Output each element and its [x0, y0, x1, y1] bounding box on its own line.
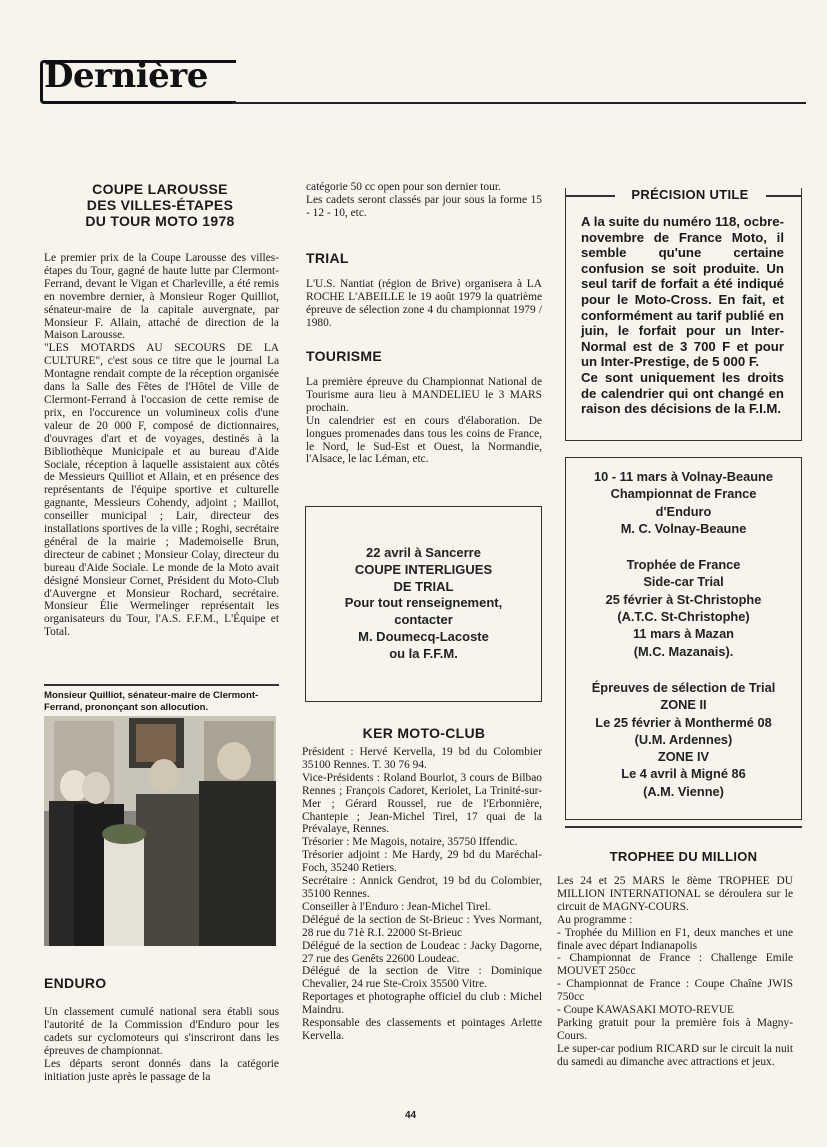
- coupe-body: [44, 252, 279, 639]
- paragraph: Délégué de la section de Loudeac : Jacky Dagorne, 27 rue des Genêts 22600 Loudeac.: [302, 939, 542, 965]
- paragraph: Délégué de la section de St-Brieuc : Yves Normant, 28 rue du 71è R.I. 22000 St-Brieuc: [302, 913, 542, 939]
- coupe-title: [60, 181, 260, 229]
- box-line: DE TRIAL: [393, 578, 454, 594]
- ker-body: [302, 746, 542, 1043]
- box-line: (A.M. Vienne): [643, 783, 724, 799]
- ceremony-photo: [44, 716, 276, 946]
- box-line: d'Enduro: [655, 503, 712, 519]
- box-line: contacter: [394, 612, 453, 628]
- events-box: [565, 457, 802, 820]
- paragraph: Au programme :: [557, 913, 633, 926]
- coupe-title-line: COUPE LAROUSSE: [92, 181, 228, 197]
- tourisme-body: [306, 376, 542, 466]
- events-block-1: [566, 468, 801, 537]
- enduro-body: [44, 1006, 279, 1083]
- box-line: COUPE INTERLIGUES: [354, 561, 493, 577]
- coupe-title-line: DU TOUR MOTO 1978: [85, 213, 235, 229]
- paragraph: Un calendrier est en cours d'élaboration. De longues promenades dans tous les coins de France, le Nord, le Sud-Est et Ouest, la Normandie, l'Alsace, le lac Léman, etc.: [306, 414, 542, 466]
- box-line: 10 - 11 mars à Volnay-Beaune: [593, 469, 773, 484]
- paragraph: Président : Hervé Kervella, 19 bd du Colombier 35100 Rennes. T. 30 76 94.: [302, 746, 542, 771]
- million-body: [557, 875, 793, 1069]
- events-block-2: [566, 556, 801, 660]
- events-block-3: [566, 679, 801, 800]
- paragraph: catégorie 50 cc open pour son dernier tour.: [306, 181, 501, 193]
- enduro-title: ENDURO: [44, 975, 107, 991]
- precision-title: PRÉCISION UTILE: [631, 187, 749, 202]
- paragraph: Vice-Présidents : Roland Bourlot, 3 cours de Bilbao Rennes ; François Cadoret, Keriolet, La Trinité-sur-Mer ; Gérard Roussel, rue de l'Erbonnière, Chantepie ; Jean-Michel Tirel, 17 quai de la Prévalaye, Rennes.: [302, 771, 542, 836]
- box-line: ZONE IV: [657, 749, 710, 765]
- box-line: 11 mars à Mazan: [632, 626, 734, 642]
- paragraph: La première épreuve du Championnat National de Tourisme aura lieu à MANDELIEU le 3 MARS prochain.: [306, 376, 542, 414]
- box-line: 25 février à St-Christophe: [605, 591, 762, 607]
- box-line: (M.C. Mazanais).: [633, 643, 734, 659]
- page-number: 44: [405, 1110, 417, 1121]
- masthead-title: Dernière: [44, 56, 208, 96]
- box-line: (A.T.C. St-Christophe): [617, 609, 750, 625]
- box-line: 22 avril à Sancerre: [366, 545, 481, 560]
- list-item: - Trophée du Million en F1, deux manches et une finale avec départ Indianapolis: [557, 926, 793, 952]
- box-line: Épreuves de sélection de Trial: [591, 679, 776, 695]
- enduro-continued: [306, 181, 542, 220]
- paragraph: Le super-car podium RICARD sur le circuit la nuit du samedi au dimanche avec attractions et jeux.: [557, 1042, 793, 1068]
- trial-body: L'U.S. Nantiat (région de Brive) organisera à LA ROCHE L'ABEILLE le 19 août 1979 la quatrième épreuve de sélection zone 4 du championnat 1979 / 1980.: [306, 278, 542, 329]
- paragraph: Le premier prix de la Coupe Larousse des villes-étapes du Tour, gagné de haute lutte par Clermont-Ferrand, devant le Vigan et Charleville, a été remis en novembre dernier, à Monsieur Roger Quilliot, sénateur-maire de la capitale auvergnate, par Monsieur F. Allain, attaché de direction de la Maison Larousse.: [44, 252, 279, 342]
- box-line: Le 25 février à Monthermé 08: [595, 714, 772, 730]
- box-line: ou la F.F.M.: [389, 645, 458, 661]
- interligues-box: [305, 506, 542, 702]
- list-item: - Coupe KAWASAKI MOTO-REVUE: [557, 1004, 734, 1017]
- paragraph: Reportages et photographe officiel du club : Michel Maindru.: [302, 991, 542, 1017]
- box-line: Pour tout renseignement,: [344, 595, 503, 611]
- divider: [565, 826, 802, 828]
- box-line: Le 4 avril à Migné 86: [621, 766, 746, 782]
- ker-title: KER MOTO-CLUB: [362, 725, 486, 741]
- box-line: M. C. Volnay-Beaune: [620, 520, 747, 536]
- photo-caption: Monsieur Quilliot, sénateur-maire de Clermont-Ferrand, prononçant son allocution.: [44, 690, 259, 713]
- tourisme-title: TOURISME: [306, 348, 383, 364]
- box-line: Side-car Trial: [643, 574, 724, 590]
- divider: [44, 684, 279, 686]
- paragraph: Conseiller à l'Enduro : Jean-Michel Tirel.: [302, 900, 491, 913]
- precision-body: [581, 214, 784, 417]
- box-line: Championnat de France: [610, 486, 757, 502]
- trial-title: TRIAL: [306, 250, 349, 266]
- paragraph: Trésorier adjoint : Me Hardy, 29 bd du Maréchal-Foch, 35240 Retiers.: [302, 849, 542, 875]
- paragraph: Secrétaire : Annick Gendrot, 19 bd du Colombier, 35100 Rennes.: [302, 875, 542, 900]
- box-line: ZONE II: [660, 697, 707, 713]
- paragraph: Les 24 et 25 MARS le 8ème TROPHEE DU MILLION INTERNATIONAL se déroulera sur le circuit de MAGNY-COURS.: [557, 875, 793, 913]
- paragraph: Les cadets seront classés par jour sous la forme 15 - 12 - 10, etc.: [306, 193, 542, 219]
- masthead-rule: [232, 102, 806, 104]
- box-line: M. Doumecq-Lacoste: [358, 628, 489, 644]
- list-item: - Championnat de France : Challenge Emile MOUVET 250cc: [557, 952, 793, 978]
- paragraph: Ce sont uniquement les droits de calendrier qui ont changé en raison des décisions de la F.I.M.: [581, 369, 784, 417]
- coupe-title-line: DES VILLES-ÉTAPES: [86, 197, 234, 213]
- interligues-text: [306, 545, 541, 663]
- paragraph: Trésorier : Me Magois, notaire, 35750 Iffendic.: [302, 836, 518, 849]
- paragraph: Responsable des classements et pointages Arlette Kervella.: [302, 1017, 542, 1042]
- million-title: TROPHEE DU MILLION: [609, 849, 758, 864]
- paragraph: A la suite du numéro 118, ocbre-novembre de France Moto, il semble qu'une certaine confusion se soit produite. Un seul tarif de forfait a été indiqué pour le Moto-Cross. En fait, et conformément au tarif publié en juin, le forfait pour un Inter-Normal est de 3 700 F et pour un Inter-Prestige, de 5 000 F.: [581, 214, 784, 370]
- paragraph: Parking gratuit pour la première fois à Magny-Cours.: [557, 1016, 793, 1042]
- box-line: (U.M. Ardennes): [634, 731, 733, 747]
- box-rule: [565, 195, 615, 197]
- paragraph: Un classement cumulé national sera établi sous l'autorité de la Commission d'Enduro pour les cadets sur cyclomoteurs qui s'inscriront dans les épreuves de championnat.: [44, 1006, 279, 1057]
- list-item: - Championnat de France : Coupe Chaîne JWIS 750cc: [557, 978, 793, 1004]
- box-line: Trophée de France: [626, 557, 741, 573]
- paragraph: Les départs seront donnés dans la catégorie initiation juste après le passage de la: [44, 1057, 279, 1083]
- paragraph: Délégué de la section de Vitre : Dominique Chevalier, 24 rue Ste-Croix 35500 Vitre.: [302, 965, 542, 991]
- box-rule: [766, 195, 802, 197]
- paragraph: "LES MOTARDS AU SECOURS DE LA CULTURE", c'est sous ce titre que le journal La Montagne rendait compte de la réception organisée dans la Salle des Fêtes de l'Hôtel de Ville de Clermont-Ferrand à l'occasion de cette remise de prix, en l'occurence un volumineux colis d'une valeur de 20 000 F, composé de dictionnaires, d'ouvrages d'art et de voyages, destinés à la Bibliothèque Municipale et au bureau d'Aide Sociale, réception à laquelle assistaient aux côtés de Messieurs Quilliot et Allain, et en présence des représentants de l'équipe sportive et culturelle gagnante, Messieurs Cohendy, adjoint ; Maillot, conseiller municipal ; Lair, directeur des installations sportives de la ville ; Roghi, secrétaire général de la mairie ; Mademoiselle Brun, directeur de cabinet ; Monsieur Colay, directeur du bureau d'Aide Sociale. Le monde de la Moto avait désigné Monsieur Cornet, Président du Moto-Club d'Auvergne et Monsieur Rochard, secrétaire. Monsieur Élie Wermelinger représentait les organisateurs du Tour, l'A.S. F.F.M., L'Équipe et Total.: [44, 342, 279, 639]
